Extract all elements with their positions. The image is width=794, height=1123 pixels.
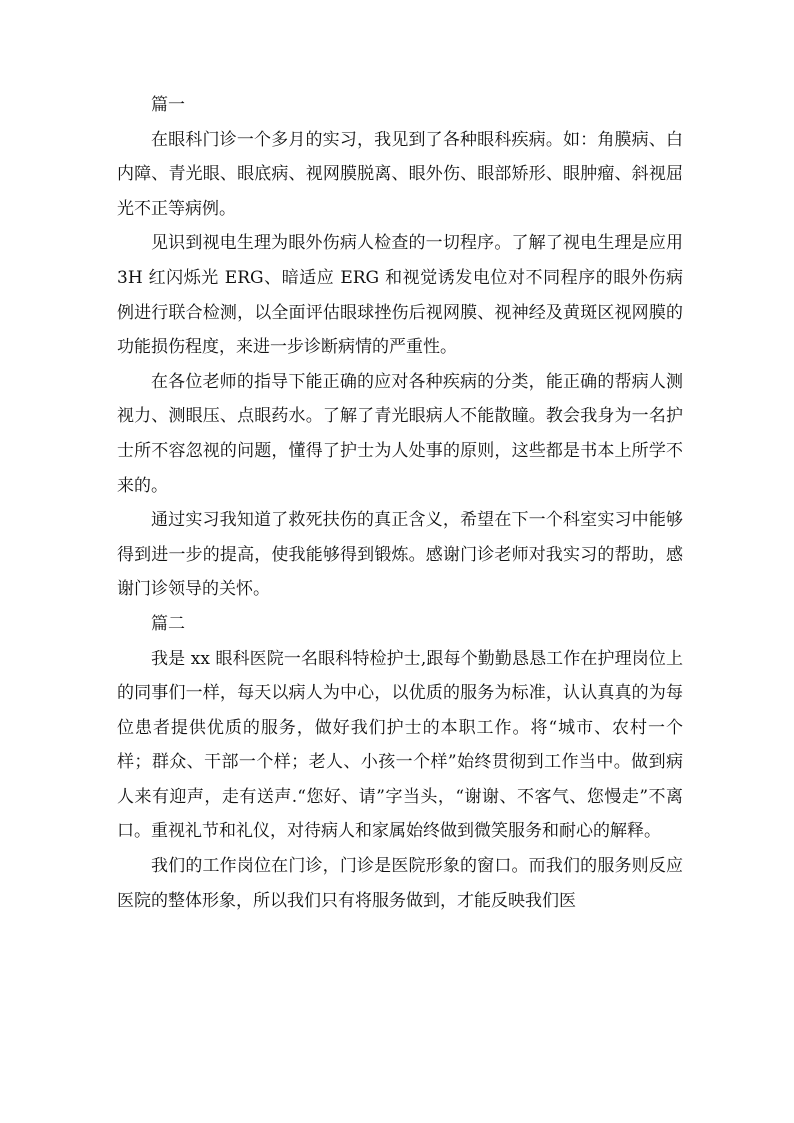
section-heading-2: 篇二 (151, 613, 185, 634)
paragraph-5: 我是 xx 眼科医院一名眼科特检护士,跟每个勤勤恳恳工作在护理岗位上的同事们一样，每天以病人为中心，以优质的服务为标准，认认真真的为每位患者提供优质的服务，做好我们护士的本职工作。将“城市、农村一个样；群众、干部一个样；老人、小孩一个样”始终贯彻到工作当中。做到病人来有迎声，走有送声.“您好、请”字当头，“谢谢、不客气、您慢走”不离口。重视礼节和礼仪，对待病人和家属始终做到微笑服务和耐心的解释。 (117, 648, 683, 842)
section-heading-1: 篇一 (151, 95, 185, 115)
paragraph-4: 通过实习我知道了救死扶伤的真正含义，希望在下一个科室实习中能够得到进一步的提高，使我能够得到锻炼。感谢门诊老师对我实习的帮助，感谢门诊领导的关怀。 (117, 510, 683, 600)
paragraph-1: 在眼科门诊一个多月的实习，我见到了各种眼科疾病。如：角膜病、白内障、青光眼、眼底病、视网膜脱离、眼外伤、眼部矫形、眼肿瘤、斜视屈光不正等病例。 (117, 129, 683, 219)
paragraph-2: 见识到视电生理为眼外伤病人检查的一切程序。了解了视电生理是应用 3H 红闪烁光 ERG、暗适应 ERG 和视觉诱发电位对不同程序的眼外伤病例进行联合检测，以全面评估眼球挫伤后视网膜、视神经及黄斑区视网膜的功能损伤程度，来进一步诊断病情的严重性。 (117, 233, 683, 358)
document-body (117, 88, 683, 918)
paragraph-6: 我们的工作岗位在门诊，门诊是医院形象的窗口。而我们的服务则反应医院的整体形象，所以我们只有将服务做到，才能反映我们医 (117, 856, 683, 911)
paragraph-3: 在各位老师的指导下能正确的应对各种疾病的分类，能正确的帮病人测视力、测眼压、点眼药水。了解了青光眼病人不能散瞳。教会我身为一名护士所不容忽视的问题，懂得了护士为人处事的原则，这些都是书本上所学不来的。 (117, 371, 683, 496)
